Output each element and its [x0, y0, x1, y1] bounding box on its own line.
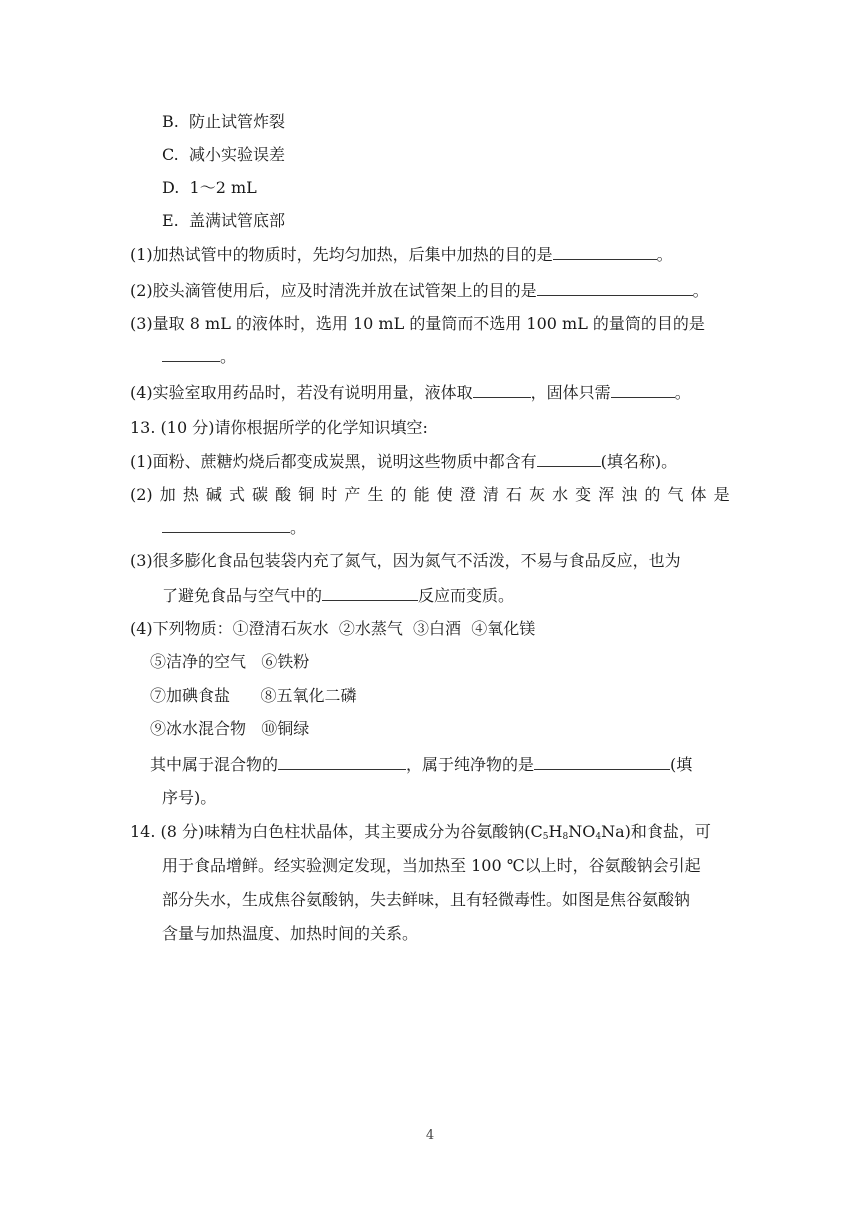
option-e: E. 盖满试管底部: [162, 211, 285, 230]
option-d: D. 1～2 mL: [162, 178, 257, 197]
q13-subquestion-2: (2) 加 热 碱 式 碳 酸 铜 时 产 生 的 能 使 澄 清 石 灰 水 变 浑 浊 的 气 体 是: [130, 485, 730, 504]
answer-blank[interactable]: [534, 754, 670, 770]
q14-line-4: 含量与加热温度、加热时间的关系。: [162, 924, 419, 943]
q13-header: 13. (10 分)请你根据所学的化学知识填空:: [130, 418, 428, 437]
q12-subquestion-3-cont: 。: [162, 346, 236, 367]
answer-blank[interactable]: [162, 346, 220, 362]
q12-subquestion-4: (4)实验室取用药品时，若没有说明用量，液体取 ，固体只需 。: [130, 383, 691, 402]
q13-subquestion-4-answer-cont: 序号)。: [162, 788, 217, 807]
answer-blank[interactable]: [537, 451, 601, 467]
q14-line-2: 用于食品增鲜。经实验测定发现，当加热至 100 ℃以上时，谷氨酸钠会引起: [162, 856, 701, 875]
answer-blank[interactable]: [537, 280, 693, 296]
answer-blank[interactable]: [473, 382, 531, 398]
answer-blank[interactable]: [553, 244, 657, 260]
q12-subquestion-2: (2)胶头滴管使用后，应及时清洗并放在试管架上的目的是 。: [130, 281, 709, 300]
q13-subquestion-3-cont: 了避免食品与空气中的 反应而变质。: [162, 586, 515, 605]
q12-subquestion-3: (3)量取 8 mL 的液体时，选用 10 mL 的量筒而不选用 100 mL 的量筒的目的是: [130, 314, 705, 333]
q13-subquestion-4: (4)下列物质：①澄清石灰水 ②水蒸气 ③白酒 ④氧化镁: [130, 619, 536, 638]
substance-row-3: ⑦加碘食盐 ⑧五氧化二磷: [150, 686, 357, 705]
q14-line-3: 部分失水，生成焦谷氨酸钠，失去鲜味，且有轻微毒性。如图是焦谷氨酸钠: [162, 890, 691, 909]
q13-subquestion-4-answer: 其中属于混合物的 ，属于纯净物的是 (填: [150, 755, 693, 774]
answer-blank[interactable]: [278, 754, 406, 770]
q13-subquestion-3: (3)很多膨化食品包装袋内充了氮气，因为氮气不活泼，不易与食品反应，也为: [130, 551, 681, 570]
q14-line-1: 14. (8 分)味精为白色柱状晶体，其主要成分为谷氨酸钠$(C_5H_8NO_4Na)$和食盐，可: [130, 822, 711, 842]
substance-row-4: ⑨冰水混合物 ⑩铜绿: [150, 719, 310, 738]
option-c: C. 减小实验误差: [162, 145, 285, 164]
page-number: 4: [425, 1128, 435, 1143]
substance-row-2: ⑤洁净的空气 ⑥铁粉: [150, 652, 310, 671]
q12-subquestion-1: (1)加热试管中的物质时，先均匀加热，后集中加热的目的是 。: [130, 245, 673, 264]
answer-blank[interactable]: [162, 517, 290, 533]
q13-subquestion-1: (1)面粉、蔗糖灼烧后都变成炭黑，说明这些物质中都含有 (填名称)。: [130, 452, 678, 471]
q13-subquestion-2-cont: 。: [162, 517, 306, 538]
answer-blank[interactable]: [611, 382, 675, 398]
option-b: B. 防止试管炸裂: [162, 112, 286, 131]
answer-blank[interactable]: [322, 585, 418, 601]
